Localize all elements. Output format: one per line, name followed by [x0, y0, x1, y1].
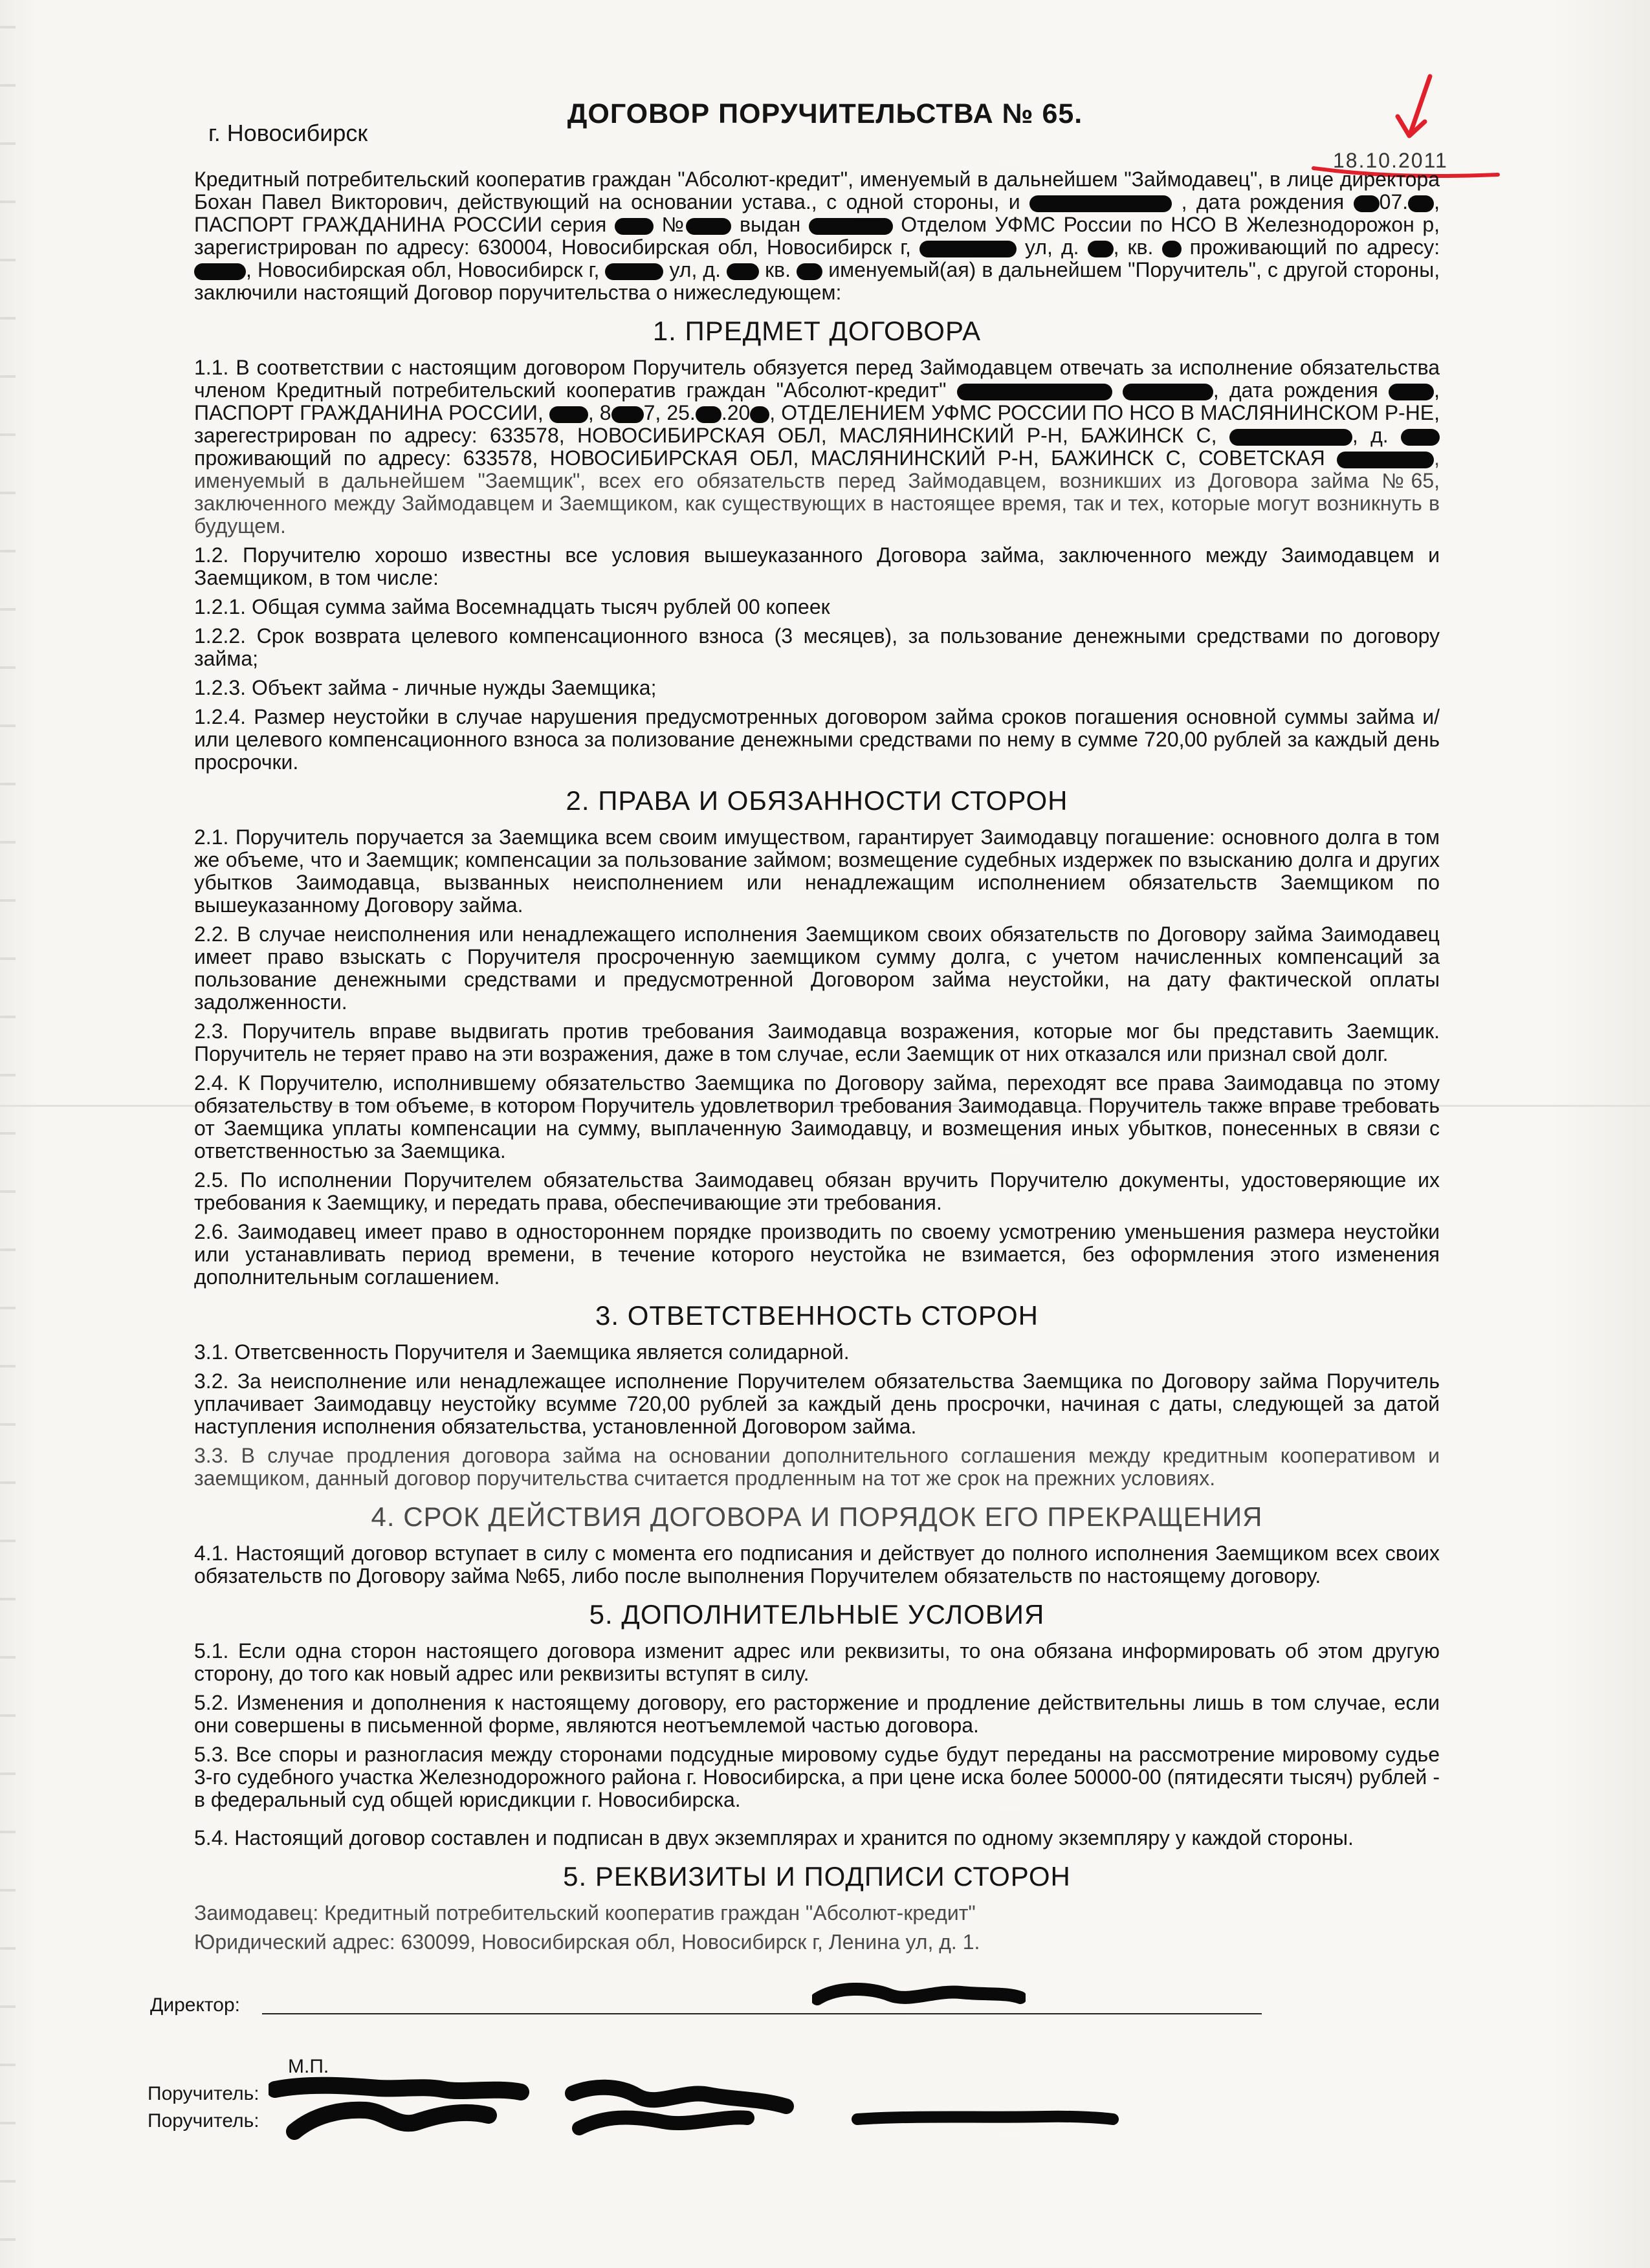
clause-5-4: 5.4. Настоящий договор составлен и подписан в двух экземплярах и хранится по одному экземпляру у каждой стороны. [194, 1826, 1354, 1849]
preamble: Кредитный потребительский кооператив граждан "Абсолют-кредит", именуемый в дальнейшем "Займодавец", в лице директора Бохан Павел Викторович, действующий на основании устава., с одной стороны, и , дата рождения 07. , ПАСПОРТ ГРАЖДАНИНА РОССИИ серия № выдан Отделом УФМС России по НСО В Железнодорожон р, зарегистрирован по адресу: 630004, Новосибирская обл, Новосибирск г, ул, д. , кв. проживающий по адресу: , Новосибирская обл, Новосибирск г, ул, д. кв. именуемый(ая) в дальнейшем "Поручитель", с другой стороны, заключили настоящий Договор поручительства о нижеследующем: [194, 168, 1440, 304]
clause-1-1: 1.1. В соответствии с настоящим договором Поручитель обязуется перед Займодавцем отвечать за исполнение обязательства членом Кредитный потребительский кооператив граждан "Абсолют-кредит" , дата рождения , ПАСПОРТ ГРАЖДАНИНА РОССИИ, , 8 7, 25. .20 , ОТДЕЛЕНИЕМ УФМС РОССИИ ПО НСО В МАСЛЯНИНСКОМ Р-НЕ, зарегестрирован по адресу: 633578, НОВОСИБИРСКАЯ ОБЛ, МАСЛЯНИНСКИЙ Р-Н, БАЖИНСК С, , д. проживающий по адресу: 633578, НОВОСИБИРСКАЯ ОБЛ, МАСЛЯНИНСКИЙ Р-Н, БАЖИНСК С, СОВЕТСКАЯ , именуемый в дальнейшем "Заемщик", всех его обязательств перед Займодавцем, возникших из Договора займа №65, заключенного между Займодавцем и Заемщиком, как существующих в настоящее время, так и тех, которые могут возникнуть в будущем. [194, 356, 1440, 538]
redaction-mark [1408, 195, 1434, 212]
clause-5-2: 5.2. Изменения и дополнения к настоящему договору, его расторжение и продление действительны лишь в том случае, если они совершены в письменной форме, являются неотъемлемой частью договора. [194, 1691, 1440, 1737]
city-label: г. Новосибирск [208, 120, 368, 146]
redaction-mark [1354, 195, 1380, 212]
guarantor-signature-redaction [269, 2070, 1123, 2148]
clause-2-6: 2.6. Заимодавец имеет право в одностороннем порядке производить по своему усмотрению уменьшения размера неустойки или устанавливать период времени, в течение которого неустойка не взимается, без оформления этого изменения дополнительным соглашением. [194, 1220, 1440, 1289]
clause-5-3: 5.3. Все споры и разногласия между сторонами подсудные мировому судье будут переданы на рассмотрение мировому судье 3-го судебного участка Железнодорожного района г. Новосибирска, а при цене иска более 50000-00 (пятидесяти тысяч) рублей - в федеральный суд общей юрисдикции г. Новосибирска. [194, 1743, 1440, 1811]
document-title: ДОГОВОР ПОРУЧИТЕЛЬСТВА № 65. [567, 98, 1083, 129]
redaction-mark [549, 406, 588, 423]
director-signature-line [262, 2013, 1262, 2014]
guarantor-1-label: Поручитель: [148, 2083, 259, 2104]
lender-address: Юридический адрес: 630099, Новосибирская обл, Новосибирск г, Ленина ул, д. 1. [194, 1930, 980, 1954]
redaction-mark [686, 218, 731, 235]
redaction-mark [1401, 429, 1440, 446]
scan-edge-marks [0, 0, 16, 2268]
section-title-rights: 2. ПРАВА И ОБЯЗАННОСТИ СТОРОН [566, 785, 1068, 816]
redaction-mark [1229, 429, 1352, 446]
redaction-mark [1337, 452, 1434, 468]
contract-date: 18.10.2011 [1333, 149, 1448, 172]
redaction-mark [605, 263, 663, 280]
redaction-mark [615, 218, 654, 235]
redaction-mark [809, 218, 893, 235]
lender-requisites: Заимодавец: Кредитный потребительский кооператив граждан "Абсолют-кредит" [194, 1901, 976, 1925]
contract-body [194, 155, 1440, 1960]
section-title-requisites: 5. РЕКВИЗИТЫ И ПОДПИСИ СТОРОН [563, 1861, 1071, 1892]
redaction-mark [1088, 241, 1114, 257]
clause-3-2: 3.2. За неисполнение или ненадлежащее исполнение Поручителем обязательства Заемщика по Договору займа Поручитель уплачивает Заимодавцу неустойку всумме 720,00 рублей за каждый день просрочки, начиная с даты, следующей за датой наступления исполнения обязательства, установленной Договором займа. [194, 1369, 1440, 1438]
red-arrow-annotation [1385, 71, 1449, 155]
redaction-mark [696, 406, 721, 423]
redaction-mark [1389, 384, 1434, 400]
redaction-mark [611, 406, 644, 423]
clause-1-2-4: 1.2.4. Размер неустойки в случае нарушения предусмотренных договором займа сроков погашения основной суммы займа и/или целевого компенсационного взноса за полизование денежными средствами по нему в сумме 720,00 рублей за каждый день просрочки. [194, 705, 1440, 774]
clause-3-3: 3.3. В случае продления договора займа на основании дополнительного соглашения между кредитным кооперативом и заемщиком, данный договор поручительства считается продленным на тот же срок на прежних условиях. [194, 1444, 1440, 1490]
clause-2-5: 2.5. По исполнении Поручителем обязательства Заимодавец обязан вручить Поручителю документы, удостоверяющие их требования к Заемщику, и передать права, обеспечивающие эти требования. [194, 1168, 1440, 1214]
clause-1-2: 1.2. Поручителю хорошо известны все условия вышеуказанного Договора займа, заключенного между Заимодавцем и Заемщиком, в том числе: [194, 543, 1440, 589]
clause-4-1: 4.1. Настоящий договор вступает в силу с момента его подписания и действует до полного исполнения Заемщиком всех своих обязательств по Договору займа №65, либо после выполнения Поручителем обязательств по настоящему договору. [194, 1542, 1440, 1587]
clause-2-1: 2.1. Поручитель поручается за Заемщика всем своим имуществом, гарантирует Заимодавцу погашение: основного долга в том же объеме, что и Заемщик; компенсации за пользование займом; возмещение судебных издержек по взысканию долга и других убытков Заимодавца, вызванных неисполнением или ненадлежащим исполнением обязательств Заемщиком по вышеуказанному Договору займа. [194, 825, 1440, 917]
clause-2-3: 2.3. Поручитель вправе выдвигать против требования Заимодавца возражения, которые мог бы представить Заемщик. Поручитель не теряет право на эти возражения, даже в том случае, если Заемщик от них отказался или признал свой долг. [194, 1020, 1440, 1065]
clause-3-1: 3.1. Ответсвенность Поручителя и Заемщика является солидарной. [194, 1340, 850, 1364]
redaction-mark [727, 263, 759, 280]
clause-2-2: 2.2. В случае неисполнения или ненадлежащего исполнения Заемщиком своих обязательств по Договору займа Заимодавец имеет право взыскать с Поручителя просроченную заемщиком сумму долга, с учетом начисленных компенсаций за пользование денежными средствами и предусмотренной Договором займа неустойки, на дату фактической оплаты задолженности. [194, 922, 1440, 1014]
clause-1-2-1: 1.2.1. Общая сумма займа Восемнадцать тысяч рублей 00 копеек [194, 595, 830, 618]
redaction-mark [1123, 384, 1213, 400]
section-title-liability: 3. ОТВЕТСТВЕННОСТЬ СТОРОН [595, 1300, 1039, 1331]
stamp-placeholder: М.П. [288, 2056, 329, 2077]
clause-1-2-2: 1.2.2. Срок возврата целевого компенсационного взноса (3 месяцев), за пользование денежными средствами по договору займа; [194, 624, 1440, 670]
redaction-mark [1162, 241, 1182, 257]
clause-5-1: 5.1. Если одна сторон настоящего договора изменит адрес или реквизиты, то она обязана информировать об этом другую сторону, до того как новый адрес или реквизиты вступят в силу. [194, 1639, 1440, 1685]
clause-2-4: 2.4. К Поручителю, исполнившему обязательство Заемщика по Договору займа, переходят все права Заимодавца по этому обязательству в том объеме, в котором Поручитель удовлетворил требования Заимодавца. Поручитель также вправе требовать от Заемщика уплаты компенсации на сумму, выплаченную Заимодавцу, и возмещения иных убытков, понесенных в связи с ответственностью за Заемщика. [194, 1071, 1440, 1162]
redaction-mark [194, 263, 246, 280]
redaction-mark [797, 263, 822, 280]
section-title-term: 4. СРОК ДЕЙСТВИЯ ДОГОВОРА И ПОРЯДОК ЕГО ПРЕКРАЩЕНИЯ [371, 1501, 1263, 1532]
redaction-mark [1029, 195, 1172, 212]
redaction-mark [957, 384, 1112, 400]
clause-1-2-3: 1.2.3. Объект займа - личные нужды Заемщика; [194, 676, 657, 699]
director-signature-redaction [812, 1981, 1026, 2014]
redaction-mark [750, 406, 769, 423]
director-label: Директор: [150, 1994, 241, 2016]
section-title-subject: 1. ПРЕДМЕТ ДОГОВОРА [652, 316, 982, 346]
redaction-mark [919, 241, 1017, 257]
section-title-additional: 5. ДОПОЛНИТЕЛЬНЫЕ УСЛОВИЯ [589, 1599, 1045, 1630]
guarantor-2-label: Поручитель: [148, 2110, 259, 2132]
